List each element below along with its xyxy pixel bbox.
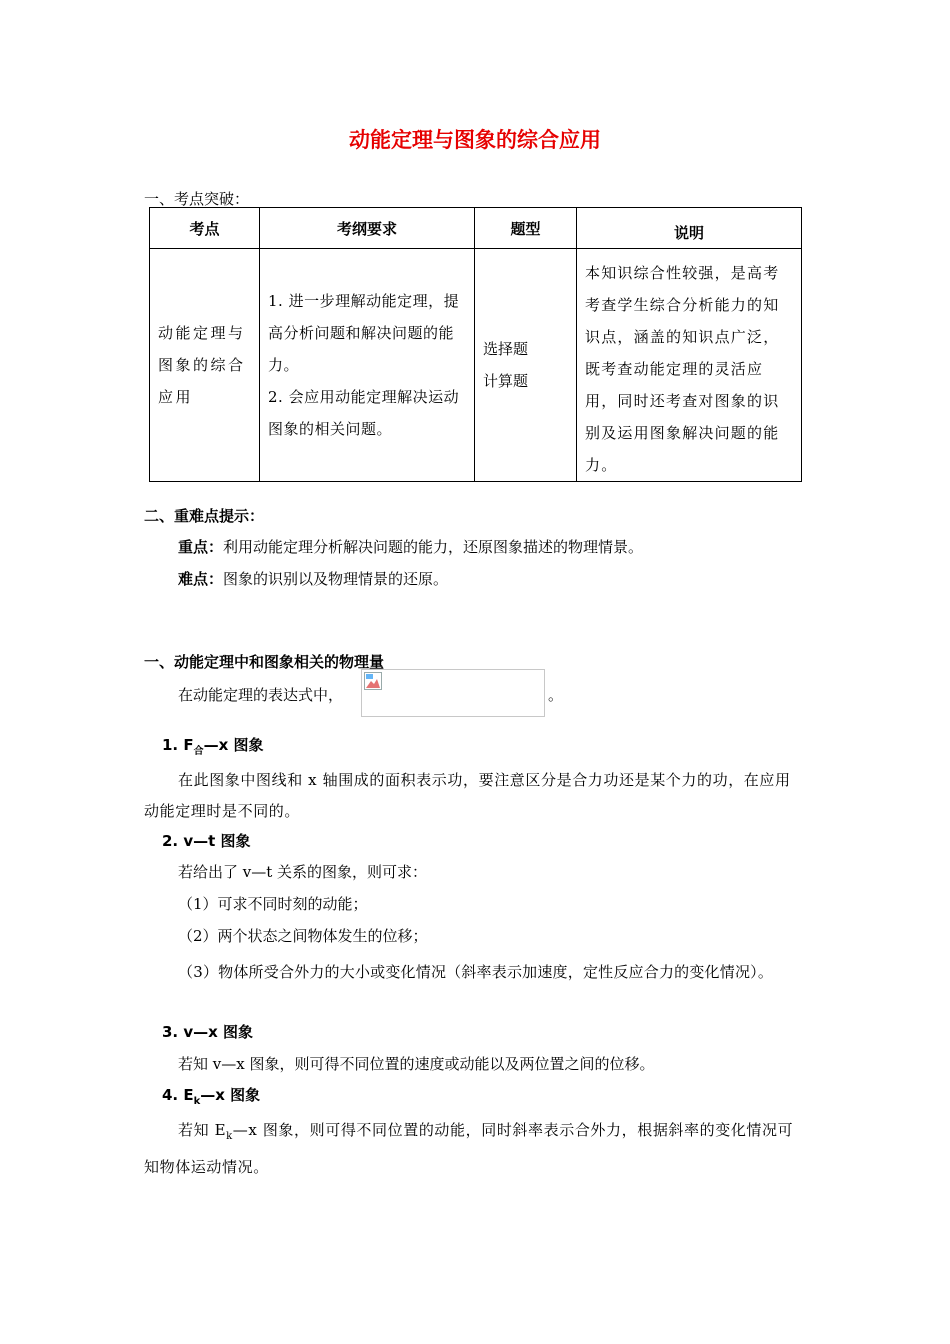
question-type: 计算题: [483, 372, 529, 390]
table-header: 考纲要求: [260, 208, 475, 249]
table-cell-description: 本知识综合性较强，是高考考查学生综合分析能力的知识点，涵盖的知识点广泛，既考查动能定理的灵活应用，同时还考查对图象的识别及运用图象解决问题的能力。: [577, 249, 802, 482]
item-heading-4: 4. $E_k—x$ 图象: [162, 1086, 261, 1107]
table-cell-topic: 动能定理与图象的综合应用: [150, 249, 260, 482]
item-intro-2: 若给出了 v—t 关系的图象，则可求：: [178, 863, 428, 881]
table-header: 考点: [150, 208, 260, 249]
section-heading-zhongnandian: 二、重难点提示：: [144, 507, 265, 525]
table-cell-requirements: [260, 249, 475, 482]
table-header: 说明: [577, 208, 802, 249]
section-heading-kaodian: 一、考点突破：: [144, 190, 250, 208]
key-text: 利用动能定理分析解决问题的能力，还原图象描述的物理情景。: [223, 538, 644, 556]
requirement-item: 2. 会应用动能定理解决运动图象的相关问题。: [268, 388, 460, 438]
table-header: 题型: [475, 208, 577, 249]
table-cell-types: [475, 249, 577, 482]
item-heading-1: 1. $F_合—x$ 图象: [162, 736, 264, 757]
list-item: （3）物体所受合外力的大小或变化情况（斜率表示加速度，定性反应合力的变化情况）。: [178, 963, 774, 981]
question-type: 选择题: [483, 340, 529, 358]
key-point: [178, 536, 643, 557]
table-row: [150, 249, 802, 482]
difficult-point: [178, 568, 448, 589]
intro-end: 。: [548, 686, 564, 704]
item-body-3: 若知 v—x 图象，则可得不同位置的速度或动能以及两位置之间的位移。: [178, 1055, 655, 1073]
part-heading: 一、动能定理中和图象相关的物理量: [144, 653, 385, 671]
formula-image: [361, 669, 545, 717]
broken-image-icon: [364, 672, 382, 690]
difficult-label: 难点：: [178, 570, 224, 588]
key-label: 重点：: [178, 538, 224, 556]
table-header-row: [150, 208, 802, 249]
item-body-1: 在此图象中图线和 x 轴围成的面积表示功，要注意区分是合力功还是某个力的功，在应用动能定理时是不同的。: [144, 771, 791, 820]
requirement-item: 1. 进一步理解动能定理，提高分析问题和解决问题的能力。: [268, 292, 460, 374]
item-heading-2: 2. v—t 图象: [162, 832, 251, 850]
syllabus-table: [149, 207, 802, 482]
difficult-text: 图象的识别以及物理情景的还原。: [223, 570, 449, 588]
item-heading-3: 3. v—x 图象: [162, 1023, 254, 1041]
list-item: （1）可求不同时刻的动能；: [178, 895, 368, 913]
list-item: （2）两个状态之间物体发生的位移；: [178, 927, 428, 945]
item-body-4: 若知 $E_k—x$ 图象，则可得不同位置的动能，同时斜率表示合外力，根据斜率的变化情况可知物体运动情况。: [144, 1121, 794, 1176]
intro-text: 在动能定理的表达式中，: [178, 686, 344, 704]
page-title: 动能定理与图象的综合应用: [349, 128, 601, 152]
